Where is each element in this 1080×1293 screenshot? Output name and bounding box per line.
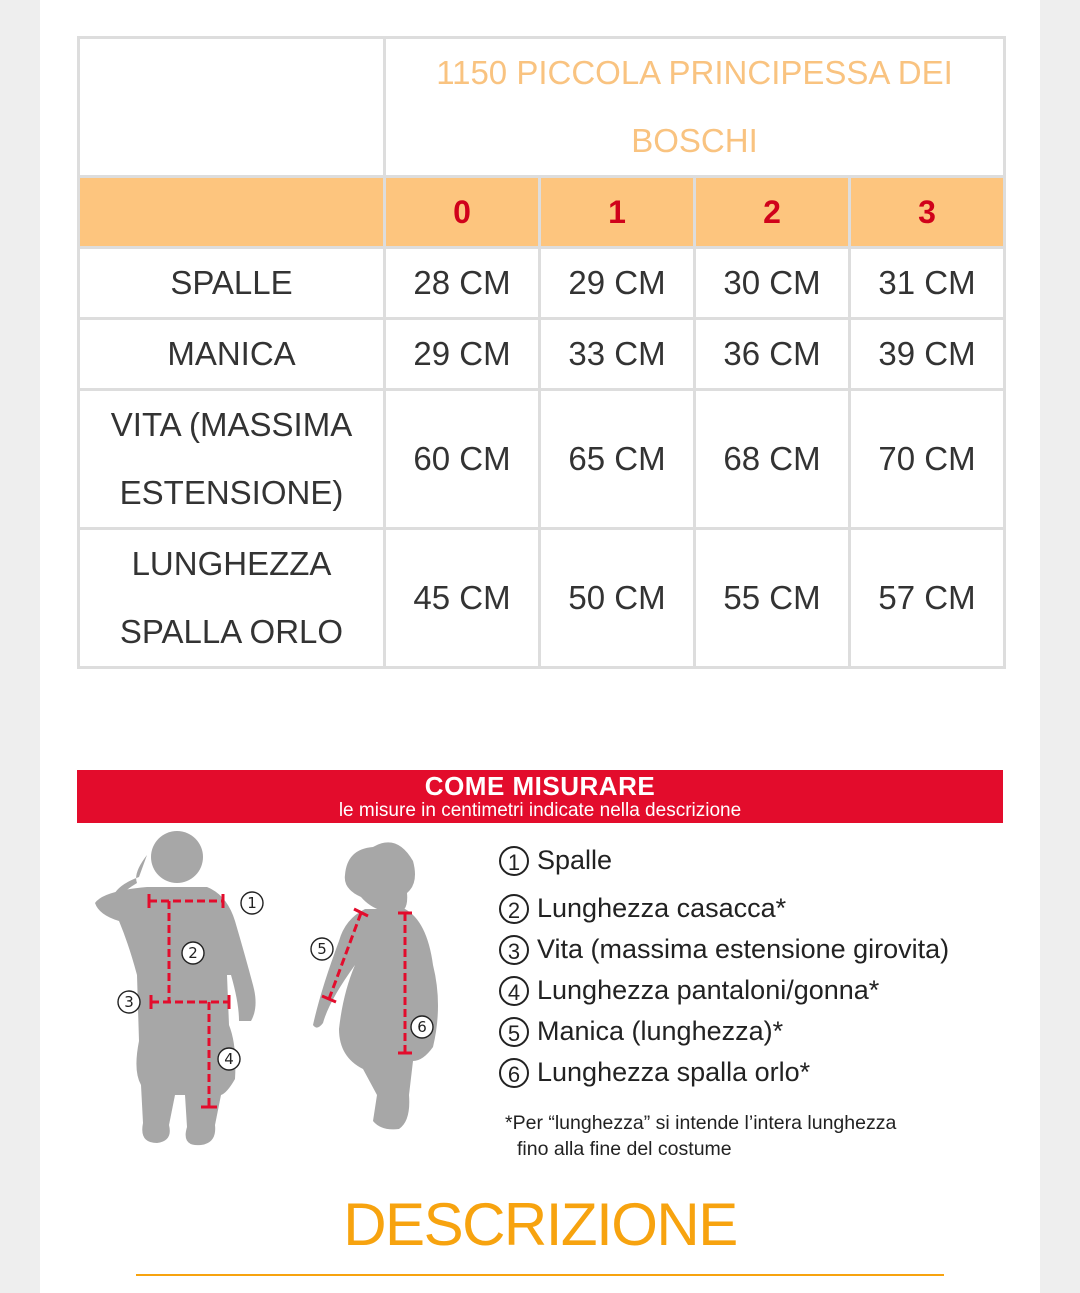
measure-banner (77, 770, 1003, 823)
table-row (79, 248, 1005, 319)
size-header-cell (385, 177, 540, 248)
legend-number: 3 (499, 935, 529, 965)
heading-underline (136, 1274, 944, 1276)
table-cell: 29 CM (540, 248, 695, 319)
size-number: 1 (608, 194, 626, 230)
legend-number: 2 (499, 894, 529, 924)
legend-number: 1 (499, 846, 529, 876)
marker-5: 5 (317, 940, 327, 958)
table-row (79, 390, 1005, 529)
legend-label: Lunghezza spalla orlo* (537, 1057, 811, 1087)
size-number: 3 (918, 194, 936, 230)
section-heading: DESCRIZIONE (343, 1191, 737, 1258)
table-cell: 70 CM (850, 390, 1005, 529)
legend-item (499, 840, 1019, 881)
table-row (79, 529, 1005, 668)
measure-footnote (505, 1110, 1005, 1162)
legend-label: Spalle (537, 845, 613, 875)
how-to-measure-graphic (77, 770, 1003, 1180)
legend-item (499, 970, 1019, 1011)
empty-corner-cell (79, 38, 385, 177)
title-row (79, 38, 1005, 177)
size-header-row (79, 177, 1005, 248)
child-silhouettes-illustration (77, 825, 497, 1180)
table-row (79, 319, 1005, 390)
legend-number: 6 (499, 1058, 529, 1088)
size-table (77, 36, 1006, 669)
legend-label: Lunghezza casacca* (537, 893, 787, 923)
row-label: VITA (MASSIMA ESTENSIONE) (79, 390, 385, 529)
row-label: SPALLE (79, 248, 385, 319)
table-cell: 60 CM (385, 390, 540, 529)
table-cell: 50 CM (540, 529, 695, 668)
table-cell: 57 CM (850, 529, 1005, 668)
legend-item (499, 929, 1019, 970)
table-cell: 55 CM (695, 529, 850, 668)
footnote-line: fino alla fine del costume (517, 1138, 732, 1160)
table-cell: 65 CM (540, 390, 695, 529)
size-number: 0 (453, 194, 471, 230)
legend-label: Lunghezza pantaloni/gonna* (537, 975, 880, 1005)
table-cell: 30 CM (695, 248, 850, 319)
size-header-cell (695, 177, 850, 248)
table-cell: 28 CM (385, 248, 540, 319)
product-title-cell (385, 38, 1005, 177)
marker-4: 4 (224, 1050, 234, 1068)
legend-item (499, 1011, 1019, 1052)
table-cell: 31 CM (850, 248, 1005, 319)
size-header-empty (79, 177, 385, 248)
girl-silhouette (313, 842, 438, 1129)
legend-item (499, 888, 1019, 929)
legend-number: 5 (499, 1017, 529, 1047)
footnote-line: *Per “lunghezza” si intende l’intera lunghezza (505, 1112, 897, 1134)
table-cell: 39 CM (850, 319, 1005, 390)
size-number: 2 (763, 194, 781, 230)
table-cell: 36 CM (695, 319, 850, 390)
product-title: 1150 PICCOLA PRINCIPESSA DEI BOSCHI (436, 54, 953, 159)
legend-item (499, 1052, 1019, 1093)
marker-3: 3 (124, 993, 134, 1011)
table-cell: 29 CM (385, 319, 540, 390)
table-cell: 68 CM (695, 390, 850, 529)
size-header-cell (850, 177, 1005, 248)
marker-6: 6 (417, 1018, 427, 1036)
row-label: LUNGHEZZA SPALLA ORLO (79, 529, 385, 668)
table-cell: 33 CM (540, 319, 695, 390)
legend-label: Manica (lunghezza)* (537, 1016, 784, 1046)
row-label: MANICA (79, 319, 385, 390)
legend-label: Vita (massima estensione girovita) (537, 934, 950, 964)
table-cell: 45 CM (385, 529, 540, 668)
measure-legend (499, 840, 1019, 1093)
boy-silhouette (95, 831, 256, 1145)
marker-2: 2 (188, 944, 198, 962)
page-content (40, 0, 1040, 1293)
measure-title: COME MISURARE (424, 771, 656, 801)
measure-subtitle: le misure in centimetri indicate nella descrizione (338, 800, 742, 821)
size-header-cell (540, 177, 695, 248)
legend-number: 4 (499, 976, 529, 1006)
marker-1: 1 (247, 894, 257, 912)
